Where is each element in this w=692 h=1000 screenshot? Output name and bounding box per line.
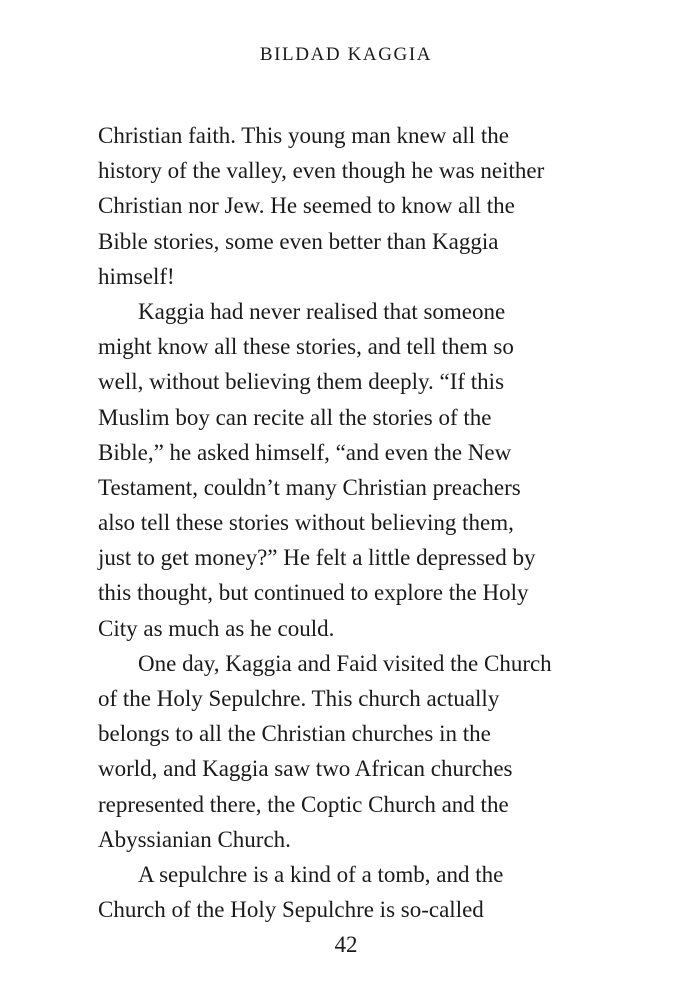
text-line: himself! bbox=[98, 263, 175, 289]
running-head: BILDAD KAGGIA bbox=[259, 44, 433, 65]
text-line: this thought, but continued to explore the Holy bbox=[98, 580, 529, 606]
text-line: of the Holy Sepulchre. This church actually bbox=[98, 686, 500, 711]
text-line: also tell these stories without believing them, bbox=[98, 510, 514, 536]
text-line: Abyssianian Church. bbox=[98, 826, 291, 852]
text-line: Bible stories, some even better than Kaggia bbox=[98, 228, 499, 254]
paragraph-first-line: One day, Kaggia and Faid visited the Church bbox=[138, 650, 552, 676]
body-text bbox=[98, 118, 618, 927]
paragraph-first-line: Kaggia had never realised that someone bbox=[138, 298, 506, 324]
text-line: world, and Kaggia saw two African churches bbox=[98, 756, 513, 782]
text-line: Church of the Holy Sepulchre is so-called bbox=[98, 897, 484, 923]
text-line: Christian nor Jew. He seemed to know all the bbox=[98, 193, 515, 219]
paragraph-first-line: A sepulchre is a kind of a tomb, and the bbox=[138, 861, 504, 887]
text-line: Christian faith. This young man knew all the bbox=[98, 123, 509, 148]
text-line: City as much as he could. bbox=[98, 615, 335, 641]
text-line: Testament, couldn’t many Christian preachers bbox=[98, 474, 521, 500]
text-line: represented there, the Coptic Church and the bbox=[98, 791, 509, 817]
text-line: just to get money?” He felt a little depressed by bbox=[98, 545, 536, 571]
text-line: Bible,” he asked himself, “and even the New bbox=[98, 439, 512, 465]
text-line: history of the valley, even though he was neither bbox=[98, 158, 545, 184]
text-line: belongs to all the Christian churches in the bbox=[98, 721, 491, 747]
page-number: 42 bbox=[334, 932, 358, 957]
text-line: well, without believing them deeply. “If this bbox=[98, 369, 505, 395]
text-line: might know all these stories, and tell them so bbox=[98, 334, 514, 360]
text-line: Muslim boy can recite all the stories of the bbox=[98, 404, 492, 430]
